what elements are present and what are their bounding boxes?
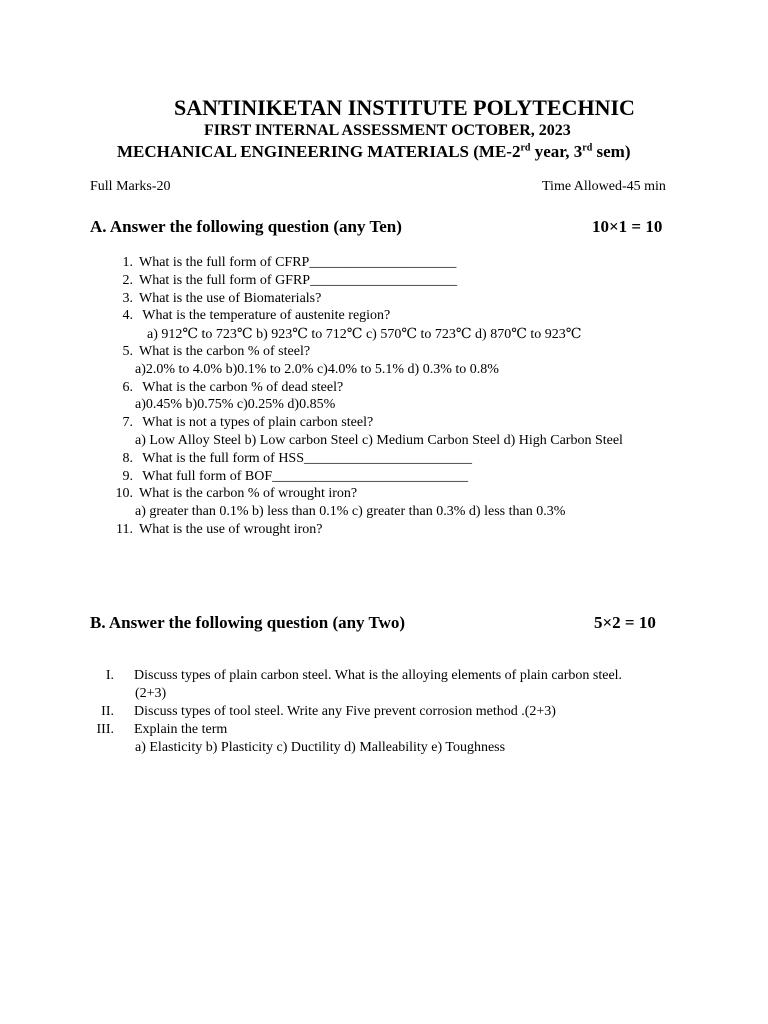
roman-numeral: I.	[105, 668, 114, 683]
subject-title	[117, 142, 630, 162]
question-text: What is the use of wrought iron?	[139, 522, 323, 537]
question-item	[107, 486, 357, 502]
superscript: rd	[520, 142, 531, 154]
question-number: 9.	[122, 468, 133, 484]
question-text: What is the full form of GFRP_____________________	[139, 272, 458, 288]
section-b-question	[90, 668, 622, 684]
question-text: Explain the term	[134, 722, 228, 737]
question-item	[107, 451, 472, 467]
question-number: 6.	[122, 379, 133, 395]
question-item	[107, 308, 390, 324]
question-text: What is the full form of CFRP_____________________	[139, 255, 457, 270]
section-b-question-continuation: (2+3)	[135, 686, 167, 701]
question-item	[107, 273, 457, 289]
question-options: a)0.45% b)0.75% c)0.25% d)0.85%	[135, 397, 336, 413]
section-a-marks: 10×1 = 10	[592, 217, 663, 236]
question-item	[107, 522, 323, 538]
question-number: 4.	[122, 308, 133, 324]
section-b-question	[90, 722, 227, 738]
question-number: 10.	[115, 486, 133, 502]
question-number: 1.	[122, 255, 133, 270]
subject-prefix: MECHANICAL ENGINEERING MATERIALS (ME-2	[117, 142, 521, 161]
question-item	[107, 255, 456, 271]
institute-title: SANTINIKETAN INSTITUTE POLYTECHNIC	[174, 95, 635, 120]
superscript: rd	[582, 142, 593, 154]
question-item	[107, 469, 468, 485]
section-b-question	[90, 704, 556, 720]
question-options: a) 912℃ to 723℃ b) 923℃ to 712℃ c) 570℃ to 723℃ d) 870℃ to 923℃	[147, 327, 582, 343]
question-text: What is the carbon % of steel?	[139, 344, 311, 359]
question-text: Discuss types of plain carbon steel. What is the alloying elements of plain carbon steel.	[134, 668, 623, 683]
section-b-title: B. Answer the following question (any Two)	[90, 613, 406, 632]
subject-end: sem)	[592, 142, 631, 161]
question-options: a) greater than 0.1% b) less than 0.1% c) greater than 0.3% d) less than 0.3%	[135, 504, 566, 520]
section-b-marks: 5×2 = 10	[594, 613, 656, 632]
section-a-title: A. Answer the following question (any Ten)	[90, 217, 402, 236]
question-text: Discuss types of tool steel. Write any Five prevent corrosion method .(2+3)	[134, 704, 556, 719]
roman-numeral: III.	[96, 722, 114, 737]
question-item	[107, 380, 343, 396]
question-text: What is the full form of HSS________________________	[139, 450, 473, 466]
question-text: What is the carbon % of dead steel?	[139, 379, 344, 395]
question-number: 3.	[122, 290, 133, 306]
question-text: What full form of BOF____________________________	[139, 468, 469, 484]
question-number: 5.	[122, 344, 133, 359]
question-options: a)2.0% to 4.0% b)0.1% to 2.0% c)4.0% to 5.1% d) 0.3% to 0.8%	[135, 361, 499, 377]
section-b-options: a) Elasticity b) Plasticity c) Ductility d) Malleability e) Toughness	[135, 740, 506, 755]
question-item	[107, 344, 310, 360]
subject-mid: year, 3	[530, 142, 583, 161]
question-number: 8.	[122, 450, 133, 466]
question-text: What is the carbon % of wrought iron?	[139, 486, 358, 502]
question-text: What is not a types of plain carbon steel?	[139, 415, 374, 431]
full-marks: Full Marks-20	[90, 179, 171, 194]
roman-numeral: II.	[101, 704, 114, 719]
question-item	[107, 415, 373, 431]
question-options: a) Low Alloy Steel b) Low carbon Steel c) Medium Carbon Steel d) High Carbon Steel	[135, 433, 623, 448]
question-number: 2.	[122, 272, 133, 288]
exam-title: FIRST INTERNAL ASSESSMENT OCTOBER, 2023	[204, 122, 571, 139]
question-text: What is the temperature of austenite region?	[139, 308, 391, 324]
question-text: What is the use of Biomaterials?	[139, 290, 322, 306]
time-allowed: Time Allowed-45 min	[542, 179, 666, 194]
question-item	[107, 291, 321, 307]
question-number: 11.	[116, 522, 133, 537]
question-number: 7.	[122, 415, 133, 431]
